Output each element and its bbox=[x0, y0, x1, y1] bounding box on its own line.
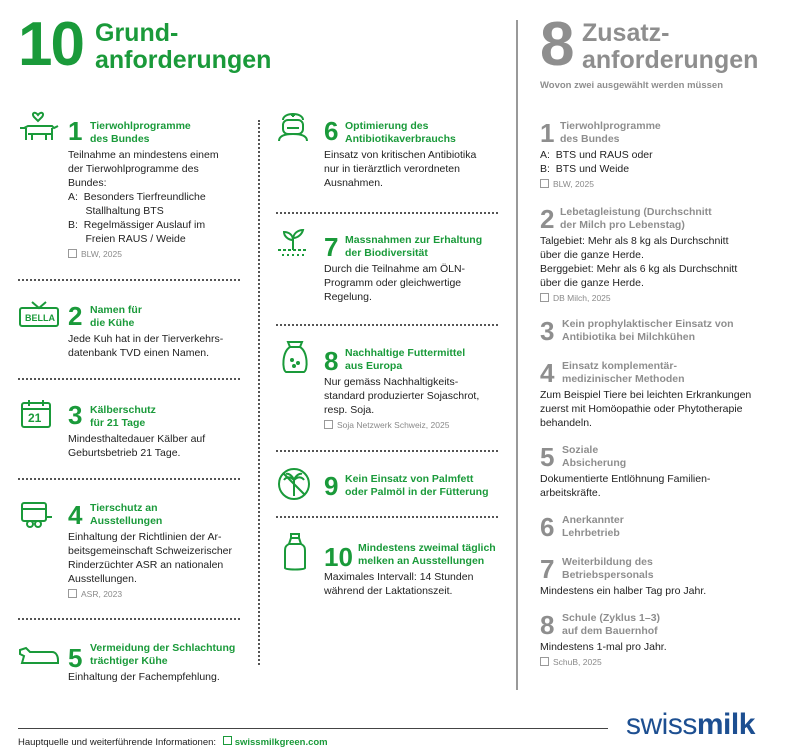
cow-heart-icon bbox=[18, 106, 62, 144]
right-item-1-line2: B: BTS und Weide bbox=[540, 163, 630, 175]
right-item-1-title-line1: Tierwohlprogramme bbox=[560, 120, 661, 132]
left-item-4-source[interactable] bbox=[68, 588, 122, 599]
left-item-1-title-line2: des Bundes bbox=[90, 133, 150, 145]
middle-item-10-title-line2: melken an Ausstellungen bbox=[358, 555, 485, 567]
right-item-1-line1: A: BTS und RAUS oder bbox=[540, 149, 653, 161]
external-link-icon bbox=[68, 589, 77, 598]
middle-item-8-source-text: Soja Netzwerk Schweiz, 2025 bbox=[337, 420, 450, 430]
veterinarian-icon bbox=[276, 108, 310, 142]
column-divider-dotted bbox=[258, 120, 260, 665]
middle-item-6-line1: Einsatz von kritischen Antibiotika bbox=[324, 149, 477, 161]
right-item-2-line4: über die ganze Herde. bbox=[540, 277, 644, 289]
right-item-5-line2: arbeitskräfte. bbox=[540, 487, 601, 499]
left-item-4-title-line2: Ausstellungen bbox=[90, 515, 163, 527]
right-item-4-line1: Zum Beispiel Tiere bei leichten Erkrankungen bbox=[540, 389, 752, 401]
right-item-7-title-line1: Weiterbildung des bbox=[562, 556, 653, 568]
right-item-4-title-line2: medizinischer Methoden bbox=[562, 373, 685, 385]
right-item-8-line1: Mindestens 1-mal pro Jahr. bbox=[540, 641, 667, 653]
right-item-4-line3: behandeln. bbox=[540, 417, 592, 429]
left-item-4-line2: beitsgemeinschaft Schweizerischer bbox=[68, 545, 232, 557]
right-item-3-title-line2: Antibiotika bei Milchkühen bbox=[562, 331, 696, 343]
right-item-7-number: 7 bbox=[540, 554, 555, 584]
middle-separator-3 bbox=[276, 450, 498, 452]
calendar-icon bbox=[20, 398, 54, 430]
right-item-2-line2: über die ganze Herde. bbox=[540, 249, 644, 261]
right-item-6-number: 6 bbox=[540, 512, 555, 542]
middle-item-7-line3: Regelung. bbox=[324, 291, 372, 303]
left-item-4-line3: Rinderzüchter ASR an nationalen bbox=[68, 559, 224, 571]
left-item-2-line1: Jede Kuh hat in der Tierverkehrs- bbox=[68, 333, 224, 345]
middle-item-7-line1: Durch die Teilnahme am ÖLN- bbox=[324, 263, 466, 275]
middle-item-10-title-line1: Mindestens zweimal täglich bbox=[358, 542, 496, 554]
left-item-2-line2: datenbank TVD einen Namen. bbox=[68, 347, 210, 359]
footer-text bbox=[18, 736, 328, 748]
middle-item-8-title-line1: Nachhaltige Futtermittel bbox=[345, 347, 466, 359]
external-link-icon bbox=[324, 420, 333, 429]
right-item-7-title-line2: Betriebspersonals bbox=[562, 569, 654, 581]
left-item-1-title-line1: Tierwohlprogramme bbox=[90, 120, 191, 132]
left-item-1-line5: Stallhaltung BTS bbox=[68, 205, 164, 217]
right-item-1-source[interactable] bbox=[540, 178, 594, 189]
middle-separator-2 bbox=[276, 324, 498, 326]
middle-item-8-source[interactable] bbox=[324, 419, 449, 430]
left-item-3-number: 3 bbox=[68, 400, 83, 430]
left-item-2-title-line1: Namen für bbox=[90, 304, 142, 316]
right-item-5-title-line1: Soziale bbox=[562, 444, 599, 456]
left-item-5-title-line1: Vermeidung der Schlachtung bbox=[90, 642, 236, 654]
middle-item-8-line1: Nur gemäss Nachhaltigkeits- bbox=[324, 376, 459, 388]
right-item-6-title-line2: Lehrbetrieb bbox=[562, 527, 620, 539]
name-sign-text: BELLA bbox=[25, 313, 55, 323]
plant-icon bbox=[276, 228, 310, 260]
external-link-icon bbox=[540, 179, 549, 188]
middle-item-7-line2: Programm oder gleichwertige bbox=[324, 277, 462, 289]
left-item-2-number: 2 bbox=[68, 301, 83, 331]
middle-item-6-line2: nur in tierärztlich verordneten bbox=[324, 163, 460, 175]
middle-item-8-title-line2: aus Europa bbox=[345, 360, 403, 372]
right-item-4-number: 4 bbox=[540, 358, 555, 388]
external-link-icon bbox=[223, 736, 232, 745]
left-item-1-source[interactable] bbox=[68, 248, 122, 259]
right-item-8-source[interactable] bbox=[540, 656, 602, 667]
calendar-day-text: 21 bbox=[28, 411, 42, 425]
left-item-4-source-text: ASR, 2023 bbox=[81, 589, 123, 599]
right-item-5-line1: Dokumentierte Entlöhnung Familien- bbox=[540, 473, 711, 485]
left-item-4-line4: Ausstellungen. bbox=[68, 573, 137, 585]
right-title-line1: Zusatz- bbox=[582, 19, 670, 47]
right-item-8-source-text: SchuB, 2025 bbox=[553, 657, 602, 667]
middle-item-7-number: 7 bbox=[324, 232, 339, 262]
left-item-3-line1: Mindesthaltedauer Kälber auf bbox=[68, 433, 206, 445]
left-item-3-title-line2: für 21 Tage bbox=[90, 417, 146, 429]
middle-item-9-title-line2: oder Palmöl in der Fütterung bbox=[345, 486, 489, 498]
logo-part-milk: milk bbox=[696, 708, 755, 741]
external-link-icon bbox=[68, 249, 77, 258]
footer-label: Hauptquelle und weiterführende Informationen: bbox=[18, 737, 217, 748]
right-item-1-number: 1 bbox=[540, 118, 555, 148]
lying-cow-icon bbox=[18, 644, 62, 666]
middle-item-8-number: 8 bbox=[324, 346, 339, 376]
right-item-3-number: 3 bbox=[540, 316, 555, 346]
right-item-6-title-line1: Anerkannter bbox=[562, 514, 624, 526]
no-palm-icon bbox=[276, 466, 312, 502]
right-item-1-source-text: BLW, 2025 bbox=[553, 179, 594, 189]
right-item-2-source[interactable] bbox=[540, 292, 611, 303]
left-item-2-title-line2: die Kühe bbox=[90, 317, 135, 329]
left-item-1-number: 1 bbox=[68, 116, 83, 146]
footer-rule bbox=[18, 728, 608, 729]
left-item-5-line1: Einhaltung der Fachempfehlung. bbox=[68, 671, 220, 683]
middle-item-7-title-line2: der Biodiversität bbox=[345, 247, 428, 259]
name-sign-icon bbox=[18, 300, 60, 330]
left-item-5-title-line2: trächtiger Kühe bbox=[90, 655, 168, 667]
swissmilk-logo bbox=[626, 708, 755, 742]
middle-separator-4 bbox=[276, 516, 498, 518]
left-big-number: 10 bbox=[18, 10, 83, 79]
right-item-7-line1: Mindestens ein halber Tag pro Jahr. bbox=[540, 585, 707, 597]
left-item-5-number: 5 bbox=[68, 643, 83, 673]
external-link-icon bbox=[540, 293, 549, 302]
middle-item-9-number: 9 bbox=[324, 471, 339, 501]
right-item-1-title-line2: des Bundes bbox=[560, 133, 620, 145]
left-separator-2 bbox=[18, 378, 240, 380]
right-item-8-title-line2: auf dem Bauernhof bbox=[562, 625, 658, 637]
trailer-icon bbox=[18, 500, 54, 530]
right-item-2-number: 2 bbox=[540, 204, 555, 234]
middle-item-6-number: 6 bbox=[324, 116, 339, 146]
right-item-8-number: 8 bbox=[540, 610, 555, 640]
right-item-2-title-line1: Lebetagleistung (Durchschnitt bbox=[560, 206, 712, 218]
external-link-icon bbox=[540, 657, 549, 666]
right-item-5-number: 5 bbox=[540, 442, 555, 472]
right-item-2-line3: Berggebiet: Mehr als 6 kg als Durchschnitt bbox=[540, 263, 738, 275]
left-title-line1: Grund- bbox=[95, 19, 179, 47]
left-item-1-line2: der Tierwohlprogramme des bbox=[68, 163, 199, 175]
milk-can-icon bbox=[282, 532, 308, 572]
middle-separator-1 bbox=[276, 212, 498, 214]
middle-item-6-line3: Ausnahmen. bbox=[324, 177, 383, 189]
left-item-1-line1: Teilnahme an mindestens einem bbox=[68, 149, 219, 161]
left-item-4-number: 4 bbox=[68, 500, 83, 530]
middle-item-6-title-line1: Optimierung des bbox=[345, 120, 429, 132]
right-item-2-source-text: DB Milch, 2025 bbox=[553, 293, 611, 303]
left-separator-1 bbox=[18, 279, 240, 281]
left-item-3-line2: Geburtsbetrieb 21 Tage. bbox=[68, 447, 181, 459]
middle-item-8-line2: standard produzierter Sojaschrot, bbox=[324, 390, 480, 402]
left-item-3-title-line1: Kälberschutz bbox=[90, 404, 156, 416]
right-title-line2: anforderungen bbox=[582, 46, 759, 74]
middle-item-10-number: 10 bbox=[324, 542, 353, 572]
right-item-4-title-line1: Einsatz komplementär- bbox=[562, 360, 677, 372]
left-item-4-title-line1: Tierschutz an bbox=[90, 502, 158, 514]
left-separator-3 bbox=[18, 478, 240, 480]
footer-link-text: swissmilkgreen.com bbox=[234, 737, 328, 748]
left-item-1-line3: Bundes: bbox=[68, 177, 107, 189]
footer-link[interactable] bbox=[223, 737, 328, 748]
feed-sack-icon bbox=[280, 340, 310, 374]
left-item-1-line4: A: Besonders Tierfreundliche bbox=[68, 191, 206, 203]
middle-item-9-title-line1: Kein Einsatz von Palmfett bbox=[345, 473, 474, 485]
left-separator-4 bbox=[18, 618, 240, 620]
right-item-2-line1: Talgebiet: Mehr als 8 kg als Durchschnitt bbox=[540, 235, 729, 247]
right-item-5-title-line2: Absicherung bbox=[562, 457, 627, 469]
middle-item-8-line3: resp. Soja. bbox=[324, 404, 375, 416]
right-item-4-line2: zuerst mit Homöopathie oder Phytotherapie bbox=[540, 403, 743, 415]
middle-item-7-title-line1: Massnahmen zur Erhaltung bbox=[345, 234, 483, 246]
left-item-1-line6: B: Regelmässiger Auslauf im bbox=[68, 219, 206, 231]
logo-part-swiss: swiss bbox=[626, 708, 697, 741]
right-subtitle: Wovon zwei ausgewählt werden müssen bbox=[540, 80, 724, 91]
middle-item-10-line2: während der Laktationszeit. bbox=[324, 585, 453, 597]
left-item-1-source-text: BLW, 2025 bbox=[81, 249, 122, 259]
right-big-number: 8 bbox=[540, 10, 573, 79]
right-item-8-title-line1: Schule (Zyklus 1–3) bbox=[562, 612, 661, 624]
middle-item-10-line1: Maximales Intervall: 14 Stunden bbox=[324, 571, 474, 583]
right-item-2-title-line2: der Milch pro Lebenstag) bbox=[560, 219, 685, 231]
left-item-4-line1: Einhaltung der Richtlinien der Ar- bbox=[68, 531, 222, 543]
right-item-3-title-line1: Kein prophylaktischer Einsatz von bbox=[562, 318, 734, 330]
middle-item-6-title-line2: Antibiotikaverbrauchs bbox=[345, 133, 456, 145]
left-item-1-line7: Freien RAUS / Weide bbox=[68, 233, 186, 245]
column-divider-solid bbox=[516, 20, 518, 690]
left-title-line2: anforderungen bbox=[95, 46, 272, 74]
